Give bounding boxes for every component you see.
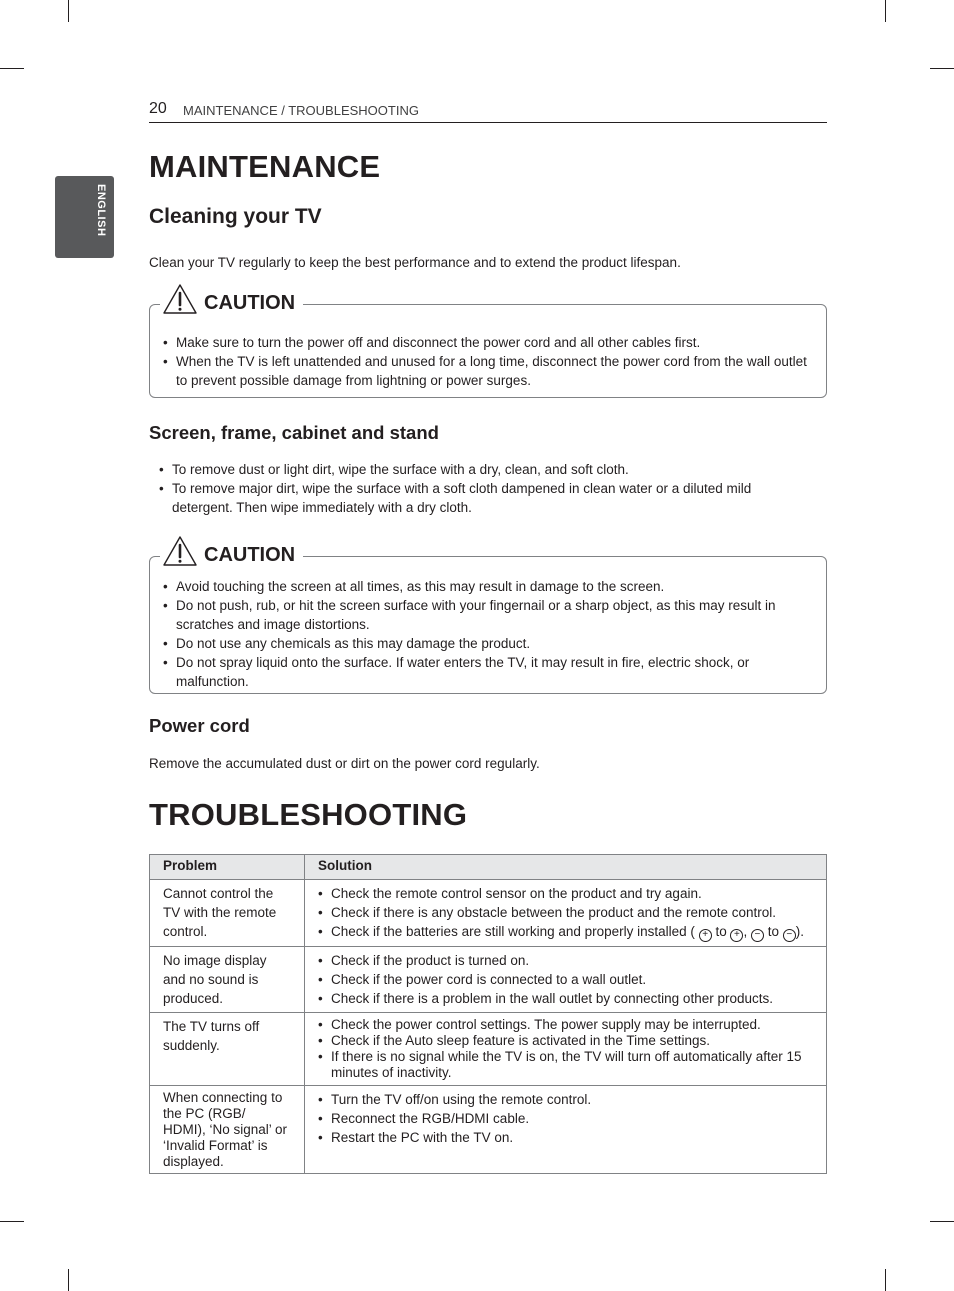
problem-cell: The TV turns off suddenly. bbox=[150, 1013, 305, 1086]
table-header-row bbox=[150, 855, 827, 880]
caution-item: • Do not spray liquid onto the surface. If water enters the TV, it may result in fire, electric shock, or malfunction. bbox=[163, 653, 815, 691]
solution-item: • Check the remote control sensor on the product and try again. bbox=[318, 884, 816, 903]
table-row bbox=[150, 1086, 827, 1174]
warning-icon bbox=[162, 283, 198, 315]
plus-terminal-icon: + bbox=[730, 929, 743, 942]
crop-mark bbox=[885, 0, 886, 22]
table-row bbox=[150, 1013, 827, 1086]
screen-heading: Screen, frame, cabinet and stand bbox=[149, 422, 439, 443]
solution-item: • Check the power control settings. The power supply may be interrupted. bbox=[318, 1017, 816, 1033]
caution-box-screen bbox=[149, 544, 827, 694]
warning-icon bbox=[162, 535, 198, 567]
cleaning-heading: Cleaning your TV bbox=[149, 205, 322, 228]
column-header-problem: Problem bbox=[150, 855, 305, 880]
crop-mark bbox=[885, 1269, 886, 1291]
screen-list bbox=[159, 460, 809, 517]
caution-list bbox=[163, 333, 813, 390]
solution-cell bbox=[305, 880, 827, 947]
crop-mark bbox=[930, 68, 954, 69]
caution-label: CAUTION bbox=[204, 544, 296, 566]
crop-mark bbox=[68, 0, 69, 22]
list-item: • To remove major dirt, wipe the surface with a soft cloth dampened in clean water or a diluted mild detergent. Then wipe immediately with a dry cloth. bbox=[159, 479, 809, 517]
crop-mark bbox=[68, 1269, 69, 1291]
troubleshooting-table bbox=[149, 854, 827, 1174]
running-head: MAINTENANCE / TROUBLESHOOTING bbox=[183, 103, 419, 118]
solution-item: • Check if the Auto sleep feature is activated in the Time settings. bbox=[318, 1033, 816, 1049]
crop-mark bbox=[0, 1221, 24, 1222]
solution-item: • If there is no signal while the TV is on, the TV will turn off automatically after 15 minutes of inactivity. bbox=[318, 1049, 816, 1081]
caution-item: • Avoid touching the screen at all times, as this may result in damage to the screen. bbox=[163, 577, 815, 596]
problem-cell: Cannot control the TV with the remote control. bbox=[150, 880, 305, 947]
table-row bbox=[150, 880, 827, 947]
problem-cell: When connecting to the PC (RGB/ HDMI), ‘No signal’ or ‘Invalid Format’ is displayed. bbox=[150, 1086, 305, 1174]
crop-mark bbox=[930, 1221, 954, 1222]
solution-item: • Check if the product is turned on. bbox=[318, 951, 816, 970]
power-cord-text: Remove the accumulated dust or dirt on the power cord regularly. bbox=[149, 756, 540, 771]
column-header-solution: Solution bbox=[305, 855, 827, 880]
solution-item-batteries: • Check if the batteries are still working and properly installed ( + to + , − to − ). bbox=[318, 922, 816, 942]
solution-item: • Reconnect the RGB/HDMI cable. bbox=[318, 1109, 816, 1128]
crop-mark bbox=[0, 68, 24, 69]
caution-item: • Do not push, rub, or hit the screen surface with your fingernail or a sharp object, as this may result in scratches and image distortions. bbox=[163, 596, 815, 634]
power-cord-heading: Power cord bbox=[149, 715, 250, 736]
minus-terminal-icon: − bbox=[783, 929, 796, 942]
solution-item: • Check if the power cord is connected to a wall outlet. bbox=[318, 970, 816, 989]
language-tab-label: ENGLISH bbox=[95, 184, 107, 237]
language-tab bbox=[55, 176, 114, 258]
caution-item: • Make sure to turn the power off and disconnect the power cord and all other cables first. bbox=[163, 333, 813, 352]
caution-header bbox=[160, 533, 303, 567]
caution-list bbox=[163, 577, 815, 691]
solution-cell bbox=[305, 947, 827, 1013]
caution-label: CAUTION bbox=[204, 292, 296, 314]
problem-cell: No image display and no sound is produced. bbox=[150, 947, 305, 1013]
plus-terminal-icon: + bbox=[699, 929, 712, 942]
caution-item: • Do not use any chemicals as this may damage the product. bbox=[163, 634, 815, 653]
caution-header bbox=[160, 281, 303, 315]
solution-item: • Check if there is a problem in the wall outlet by connecting other products. bbox=[318, 989, 816, 1008]
solution-cell bbox=[305, 1086, 827, 1174]
list-item: • To remove dust or light dirt, wipe the surface with a dry, clean, and soft cloth. bbox=[159, 460, 809, 479]
troubleshooting-title: TROUBLESHOOTING bbox=[149, 797, 468, 832]
minus-terminal-icon: − bbox=[751, 929, 764, 942]
page-header bbox=[149, 100, 827, 123]
caution-box-cleaning bbox=[149, 292, 827, 398]
solution-item: • Check if there is any obstacle between the product and the remote control. bbox=[318, 903, 816, 922]
caution-item: • When the TV is left unattended and unused for a long time, disconnect the power cord from the wall outlet to prevent possible damage from lightning or power surges. bbox=[163, 352, 813, 390]
solution-item: • Restart the PC with the TV on. bbox=[318, 1128, 816, 1147]
cleaning-intro: Clean your TV regularly to keep the best performance and to extend the product lifespan. bbox=[149, 255, 681, 270]
solution-cell bbox=[305, 1013, 827, 1086]
solution-item: • Turn the TV off/on using the remote control. bbox=[318, 1090, 816, 1109]
page-number: 20 bbox=[149, 100, 167, 117]
table-row bbox=[150, 947, 827, 1013]
maintenance-title: MAINTENANCE bbox=[149, 149, 381, 184]
